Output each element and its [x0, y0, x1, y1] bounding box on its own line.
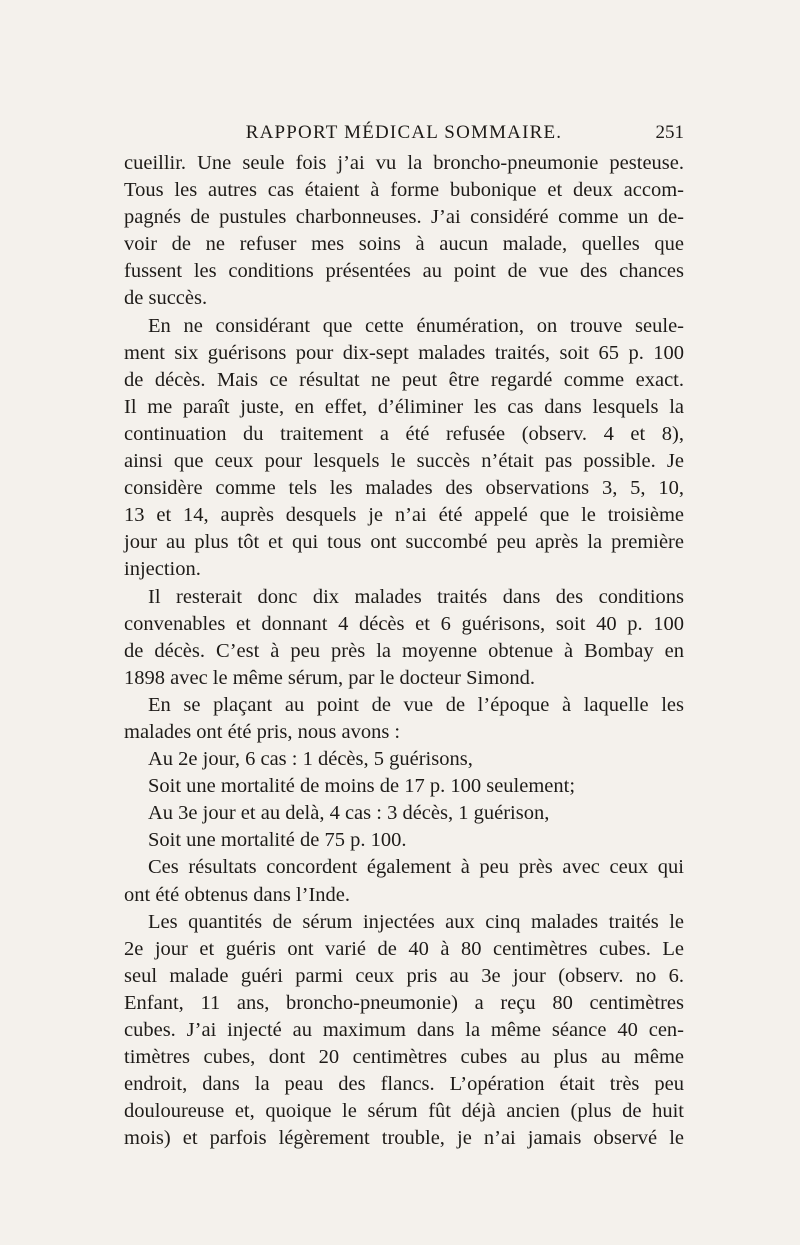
- text-line: En se plaçant au point de vue de l’époque à laquelle les: [148, 693, 684, 716]
- text-line: voir de ne refuser mes soins à aucun malade, quelles que: [124, 233, 684, 256]
- text-line: 13 et 14, auprès desquels je n’ai été appelé que le troisième: [124, 504, 684, 527]
- text-line: de succès.: [124, 287, 208, 310]
- text-line: Enfant, 11 ans, broncho-pneumonie) a reçu 80 centimètres: [124, 991, 684, 1014]
- text-line: pagnés de pustules charbonneuses. J’ai considéré comme un de-: [124, 206, 684, 229]
- text-line: continuation du traitement a été refusée (observ. 4 et 8),: [124, 422, 684, 445]
- text-line: Soit une mortalité de 75 p. 100.: [148, 829, 407, 852]
- text-line: convenables et donnant 4 décès et 6 guérisons, soit 40 p. 100: [124, 612, 684, 635]
- text-line: Soit une mortalité de moins de 17 p. 100 seulement;: [148, 775, 576, 798]
- text-line: ont été obtenus dans l’Inde.: [124, 883, 351, 906]
- text-line: considère comme tels les malades des observations 3, 5, 10,: [124, 477, 684, 500]
- text-line: 2e jour et guéris ont varié de 40 à 80 centimètres cubes. Le: [124, 937, 684, 960]
- text-line: Tous les autres cas étaient à forme bubonique et deux accom-: [124, 179, 684, 202]
- text-line: malades ont été pris, nous avons :: [124, 720, 401, 743]
- text-line: Il me paraît juste, en effet, d’éliminer les cas dans lesquels la: [124, 395, 684, 418]
- text-line: Au 2e jour, 6 cas : 1 décès, 5 guérisons,: [148, 748, 473, 771]
- text-line: seul malade guéri parmi ceux pris au 3e jour (observ. no 6.: [124, 964, 684, 987]
- text-line: de décès. C’est à peu près la moyenne obtenue à Bombay en: [124, 639, 684, 662]
- text-line: jour au plus tôt et qui tous ont succombé peu après la première: [124, 531, 684, 554]
- text-line: 1898 avec le même sérum, par le docteur Simond.: [124, 666, 536, 689]
- text-line: fussent les conditions présentées au point de vue des chances: [124, 260, 684, 283]
- running-title: RAPPORT MÉDICAL SOMMAIRE.: [245, 122, 563, 143]
- text-line: douloureuse et, quoique le sérum fût déjà ancien (plus de huit: [124, 1100, 684, 1123]
- text-line: timètres cubes, dont 20 centimètres cubes au plus au même: [124, 1046, 684, 1069]
- text-line: En ne considérant que cette énumération, on trouve seule-: [148, 314, 684, 337]
- text-line: Les quantités de sérum injectées aux cinq malades traités le: [148, 910, 684, 933]
- text-line: cubes. J’ai injecté au maximum dans la même séance 40 cen-: [124, 1019, 684, 1041]
- text-line: ment six guérisons pour dix-sept malades traités, soit 65 p. 100: [124, 341, 684, 364]
- text-line: Ces résultats concordent également à peu près avec ceux qui: [148, 856, 684, 879]
- page-header: [124, 118, 684, 146]
- text-line: cueillir. Une seule fois j’ai vu la broncho-pneumonie pesteuse.: [124, 152, 684, 174]
- text-line: Au 3e jour et au delà, 4 cas : 3 décès, 1 guérison,: [148, 802, 550, 825]
- text-line: injection.: [124, 558, 201, 581]
- text-line: Il resterait donc dix malades traités dans des conditions: [148, 585, 684, 608]
- body-text: [124, 150, 684, 1152]
- page-number: 251: [655, 122, 684, 143]
- text-line: mois) et parfois légèrement trouble, je n’ai jamais observé le: [124, 1127, 684, 1150]
- text-line: endroit, dans la peau des flancs. L’opération était très peu: [124, 1073, 684, 1096]
- text-line: de décès. Mais ce résultat ne peut être regardé comme exact.: [124, 368, 684, 391]
- text-line: ainsi que ceux pour lesquels le succès n’était pas possible. Je: [124, 450, 684, 473]
